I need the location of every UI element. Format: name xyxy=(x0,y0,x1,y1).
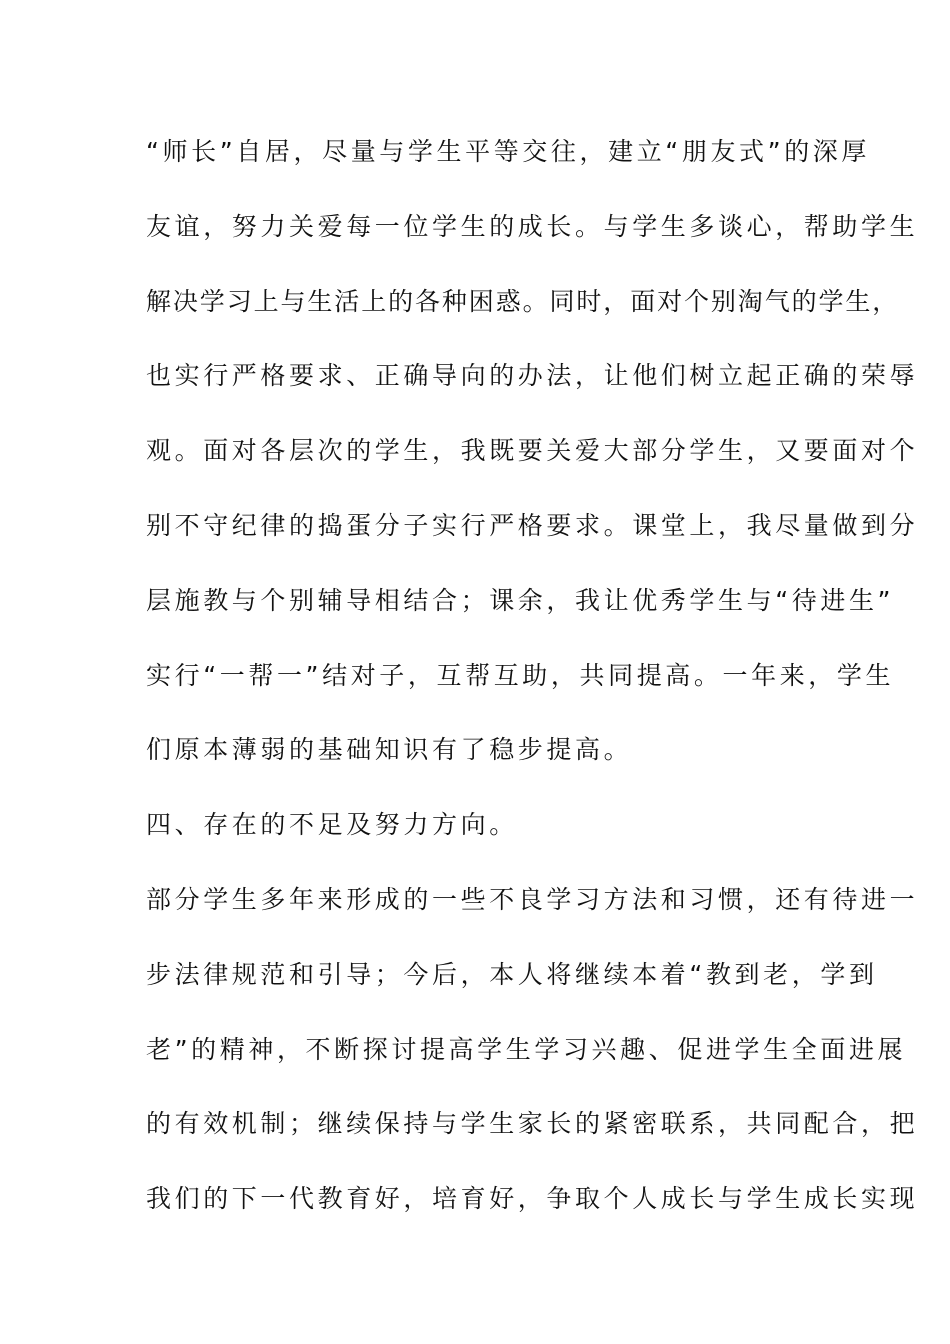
text-line: 的有效机制；继续保持与学生家长的紧密联系，共同配合，把 xyxy=(146,1109,919,1139)
text-line: 观。面对各层次的学生，我既要关爱大部分学生，又要面对个 xyxy=(146,436,919,466)
text-line: 部分学生多年来形成的一些不良学习方法和习惯，还有待进一 xyxy=(146,884,919,914)
text-line: 们原本薄弱的基础知识有了稳步提高。 xyxy=(146,735,633,765)
text-line: 友谊，努力关爱每一位学生的成长。与学生多谈心，帮助学生 xyxy=(146,211,919,241)
text-line: 也实行严格要求、正确导向的办法，让他们树立起正确的荣辱 xyxy=(146,361,919,391)
text-line: 实行“一帮一”结对子，互帮互助，共同提高。一年来，学生 xyxy=(146,660,895,690)
text-line: 步法律规范和引导；今后，本人将继续本着“教到老，学到 xyxy=(146,959,878,989)
text-line: 解决学习上与生活上的各种困惑。同时，面对个别淘气的学生， xyxy=(146,286,900,316)
text-line: 别不守纪律的捣蛋分子实行严格要求。课堂上，我尽量做到分 xyxy=(146,510,919,540)
text-line: 我们的下一代教育好，培育好，争取个人成长与学生成长实现 xyxy=(146,1184,919,1214)
body-text xyxy=(146,128,919,1250)
text-line: “师长”自居，尽量与学生平等交往，建立“朋友式”的深厚 xyxy=(146,137,871,166)
text-line: 老”的精神，不断探讨提高学生学习兴趣、促进学生全面进展 xyxy=(146,1034,907,1064)
section-heading: 四、存在的不足及努力方向。 xyxy=(146,810,518,840)
text-line: 层施教与个别辅导相结合；课余，我让优秀学生与“待进生” xyxy=(146,585,895,615)
